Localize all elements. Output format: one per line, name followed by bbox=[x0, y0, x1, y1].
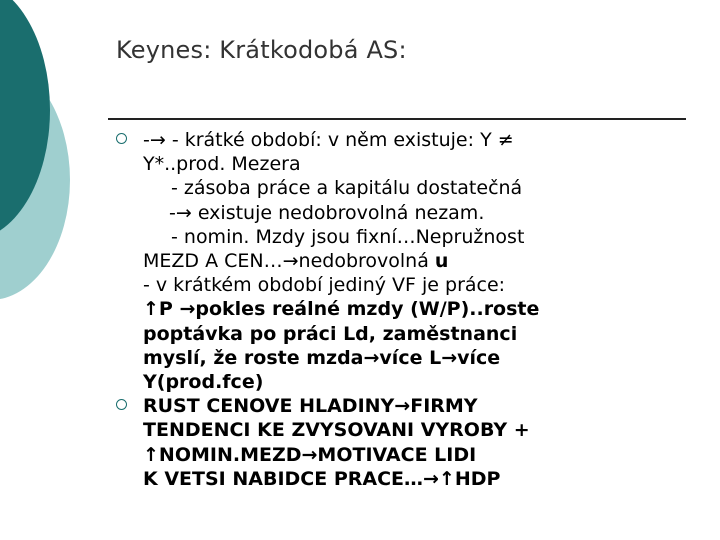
text-line-bold: ↑P →pokles reálné mzdy (W/P)..roste bbox=[143, 298, 540, 321]
hollow-circle-bullet-icon bbox=[116, 133, 127, 144]
text-line bbox=[143, 249, 676, 273]
text-line: Y*..prod. Mezera bbox=[143, 153, 301, 176]
title-divider bbox=[108, 118, 686, 120]
text-line-bold: TENDENCI KE ZVYSOVANI VYROBY + bbox=[143, 419, 530, 442]
text-line-bold: poptávka po práci Ld, zaměstnanci bbox=[143, 322, 518, 345]
text-segment: MEZD A CEN…→nedobrovolná bbox=[143, 250, 435, 273]
text-line: - nomin. Mzdy jsou fixní…Nepružnost bbox=[171, 225, 525, 248]
text-line-bold: ↑NOMIN.MEZD→MOTIVACE LIDI bbox=[143, 443, 477, 466]
bullet-item-1 bbox=[116, 128, 676, 394]
slide-title: Keynes: Krátkodobá AS: bbox=[116, 36, 407, 64]
text-line: - v krátkém období jediný VF je práce: bbox=[143, 274, 506, 297]
text-line-bold: Y(prod.fce) bbox=[143, 371, 264, 394]
text-line-bold: K VETSI NABIDCE PRACE…→↑HDP bbox=[143, 467, 501, 490]
text-line-bold: RUST CENOVE HLADINY→FIRMY bbox=[143, 395, 478, 418]
text-line-bold: myslí, že roste mzda→více L→více bbox=[143, 346, 501, 369]
hollow-circle-bullet-icon bbox=[116, 399, 127, 410]
text-line: -→ existuje nedobrovolná nezam. bbox=[169, 201, 485, 224]
text-line: -→ - krátké období: v něm existuje: Y ≠ bbox=[143, 129, 514, 151]
slide-content bbox=[116, 128, 676, 491]
text-segment-bold: u bbox=[434, 250, 449, 273]
text-line: - zásoba práce a kapitálu dostatečná bbox=[171, 177, 523, 200]
bullet-item-2 bbox=[116, 394, 676, 491]
